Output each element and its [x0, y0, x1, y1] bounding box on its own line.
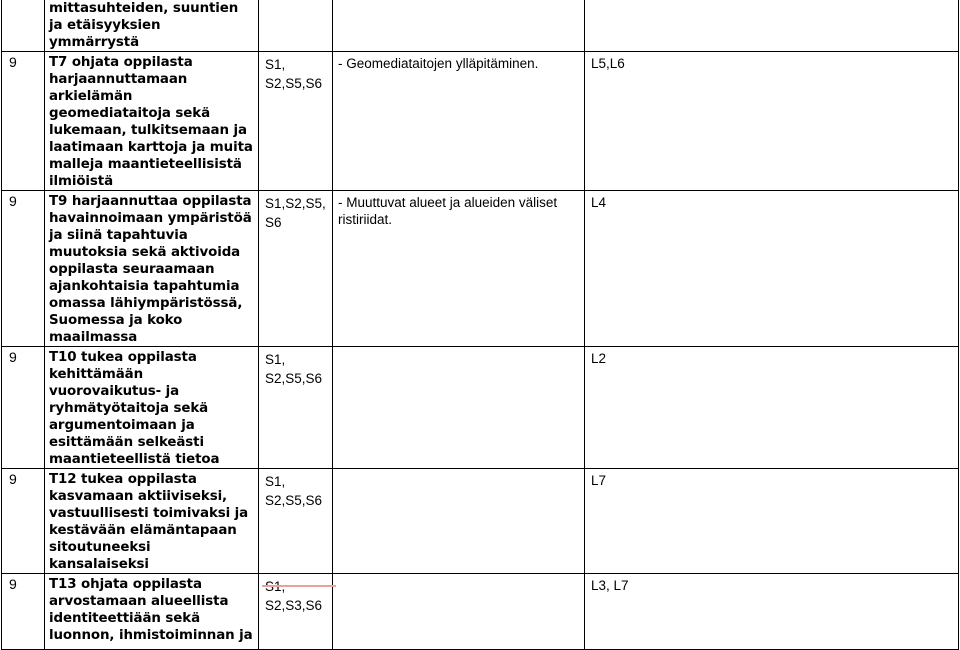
- content-cell: [333, 347, 585, 469]
- content-text: - Geomediataitojen ylläpitäminen.: [338, 56, 539, 71]
- table-row: [2, 574, 959, 650]
- grade-cell: 9: [2, 469, 45, 574]
- grade-cell: 9: [2, 52, 45, 191]
- l-refs-cell: L7: [585, 469, 959, 574]
- l-refs-cell: [585, 0, 959, 52]
- goal-cell: T12 tukea oppilasta kasvamaan aktiiviseksi, vastuullisesti toimivaksi ja kestävään elämäntapaan sitoutuneeksi kansalaiseksi: [45, 469, 259, 574]
- grade-cell: 9: [2, 347, 45, 469]
- content-cell: - Muuttuvat alueet ja alueiden väliset ristiriidat.: [333, 191, 585, 347]
- table-row: [2, 52, 959, 191]
- l-refs-cell: L3, L7: [585, 574, 959, 650]
- s-refs-cell: [259, 0, 333, 52]
- goal-cell: T13 ohjata oppilasta arvostamaan alueellista identiteettiään sekä luonnon, ihmistoiminnan ja: [45, 574, 259, 650]
- l-refs-cell: L4: [585, 191, 959, 347]
- content-cell: [333, 574, 585, 650]
- s-refs-cell: S1, S2,S5,S6: [259, 52, 333, 191]
- grade-cell: 9: [2, 191, 45, 347]
- grade-cell: [2, 0, 45, 52]
- content-cell: [333, 52, 585, 191]
- content-cell: [333, 0, 585, 52]
- goal-cell: T7 ohjata oppilasta harjaannuttamaan arkielämän geomediataitoja sekä lukemaan, tulkitsemaan ja laatimaan karttoja ja muita malleja maantieteellisistä ilmiöistä: [45, 52, 259, 191]
- s-refs-cell: S1,S2,S5, S6: [259, 191, 333, 347]
- s-refs-cell: S2,S3,S6: [259, 574, 333, 650]
- goal-cell: T9 harjaannuttaa oppilasta havainnoimaan ympäristöä ja siinä tapahtuvia muutoksia sekä aktivoida oppilasta seuraamaan ajankohtaisia tapahtumia omassa lähiympäristössä, Suomessa ja koko maailmassa: [45, 191, 259, 347]
- l-refs-cell: L5,L6: [585, 52, 959, 191]
- cell-underline-mark: [262, 585, 336, 587]
- table-row: [2, 347, 959, 469]
- table-row: [2, 0, 959, 52]
- goal-cell: mittasuhteiden, suuntien ja etäisyyksien ymmärrystä: [45, 0, 259, 52]
- grade-cell: 9: [2, 574, 45, 650]
- s-refs-cell: S1, S2,S5,S6: [259, 347, 333, 469]
- content-cell: [333, 469, 585, 574]
- table-row: [2, 191, 959, 347]
- goal-cell: T10 tukea oppilasta kehittämään vuorovaikutus- ja ryhmätyötaitoja sekä argumentoimaan ja esittämään selkeästi maantieteellistä tietoa: [45, 347, 259, 469]
- table-row: [2, 469, 959, 574]
- l-refs-cell: L2: [585, 347, 959, 469]
- s-refs-cell: S1, S2,S5,S6: [259, 469, 333, 574]
- curriculum-table: [1, 0, 959, 650]
